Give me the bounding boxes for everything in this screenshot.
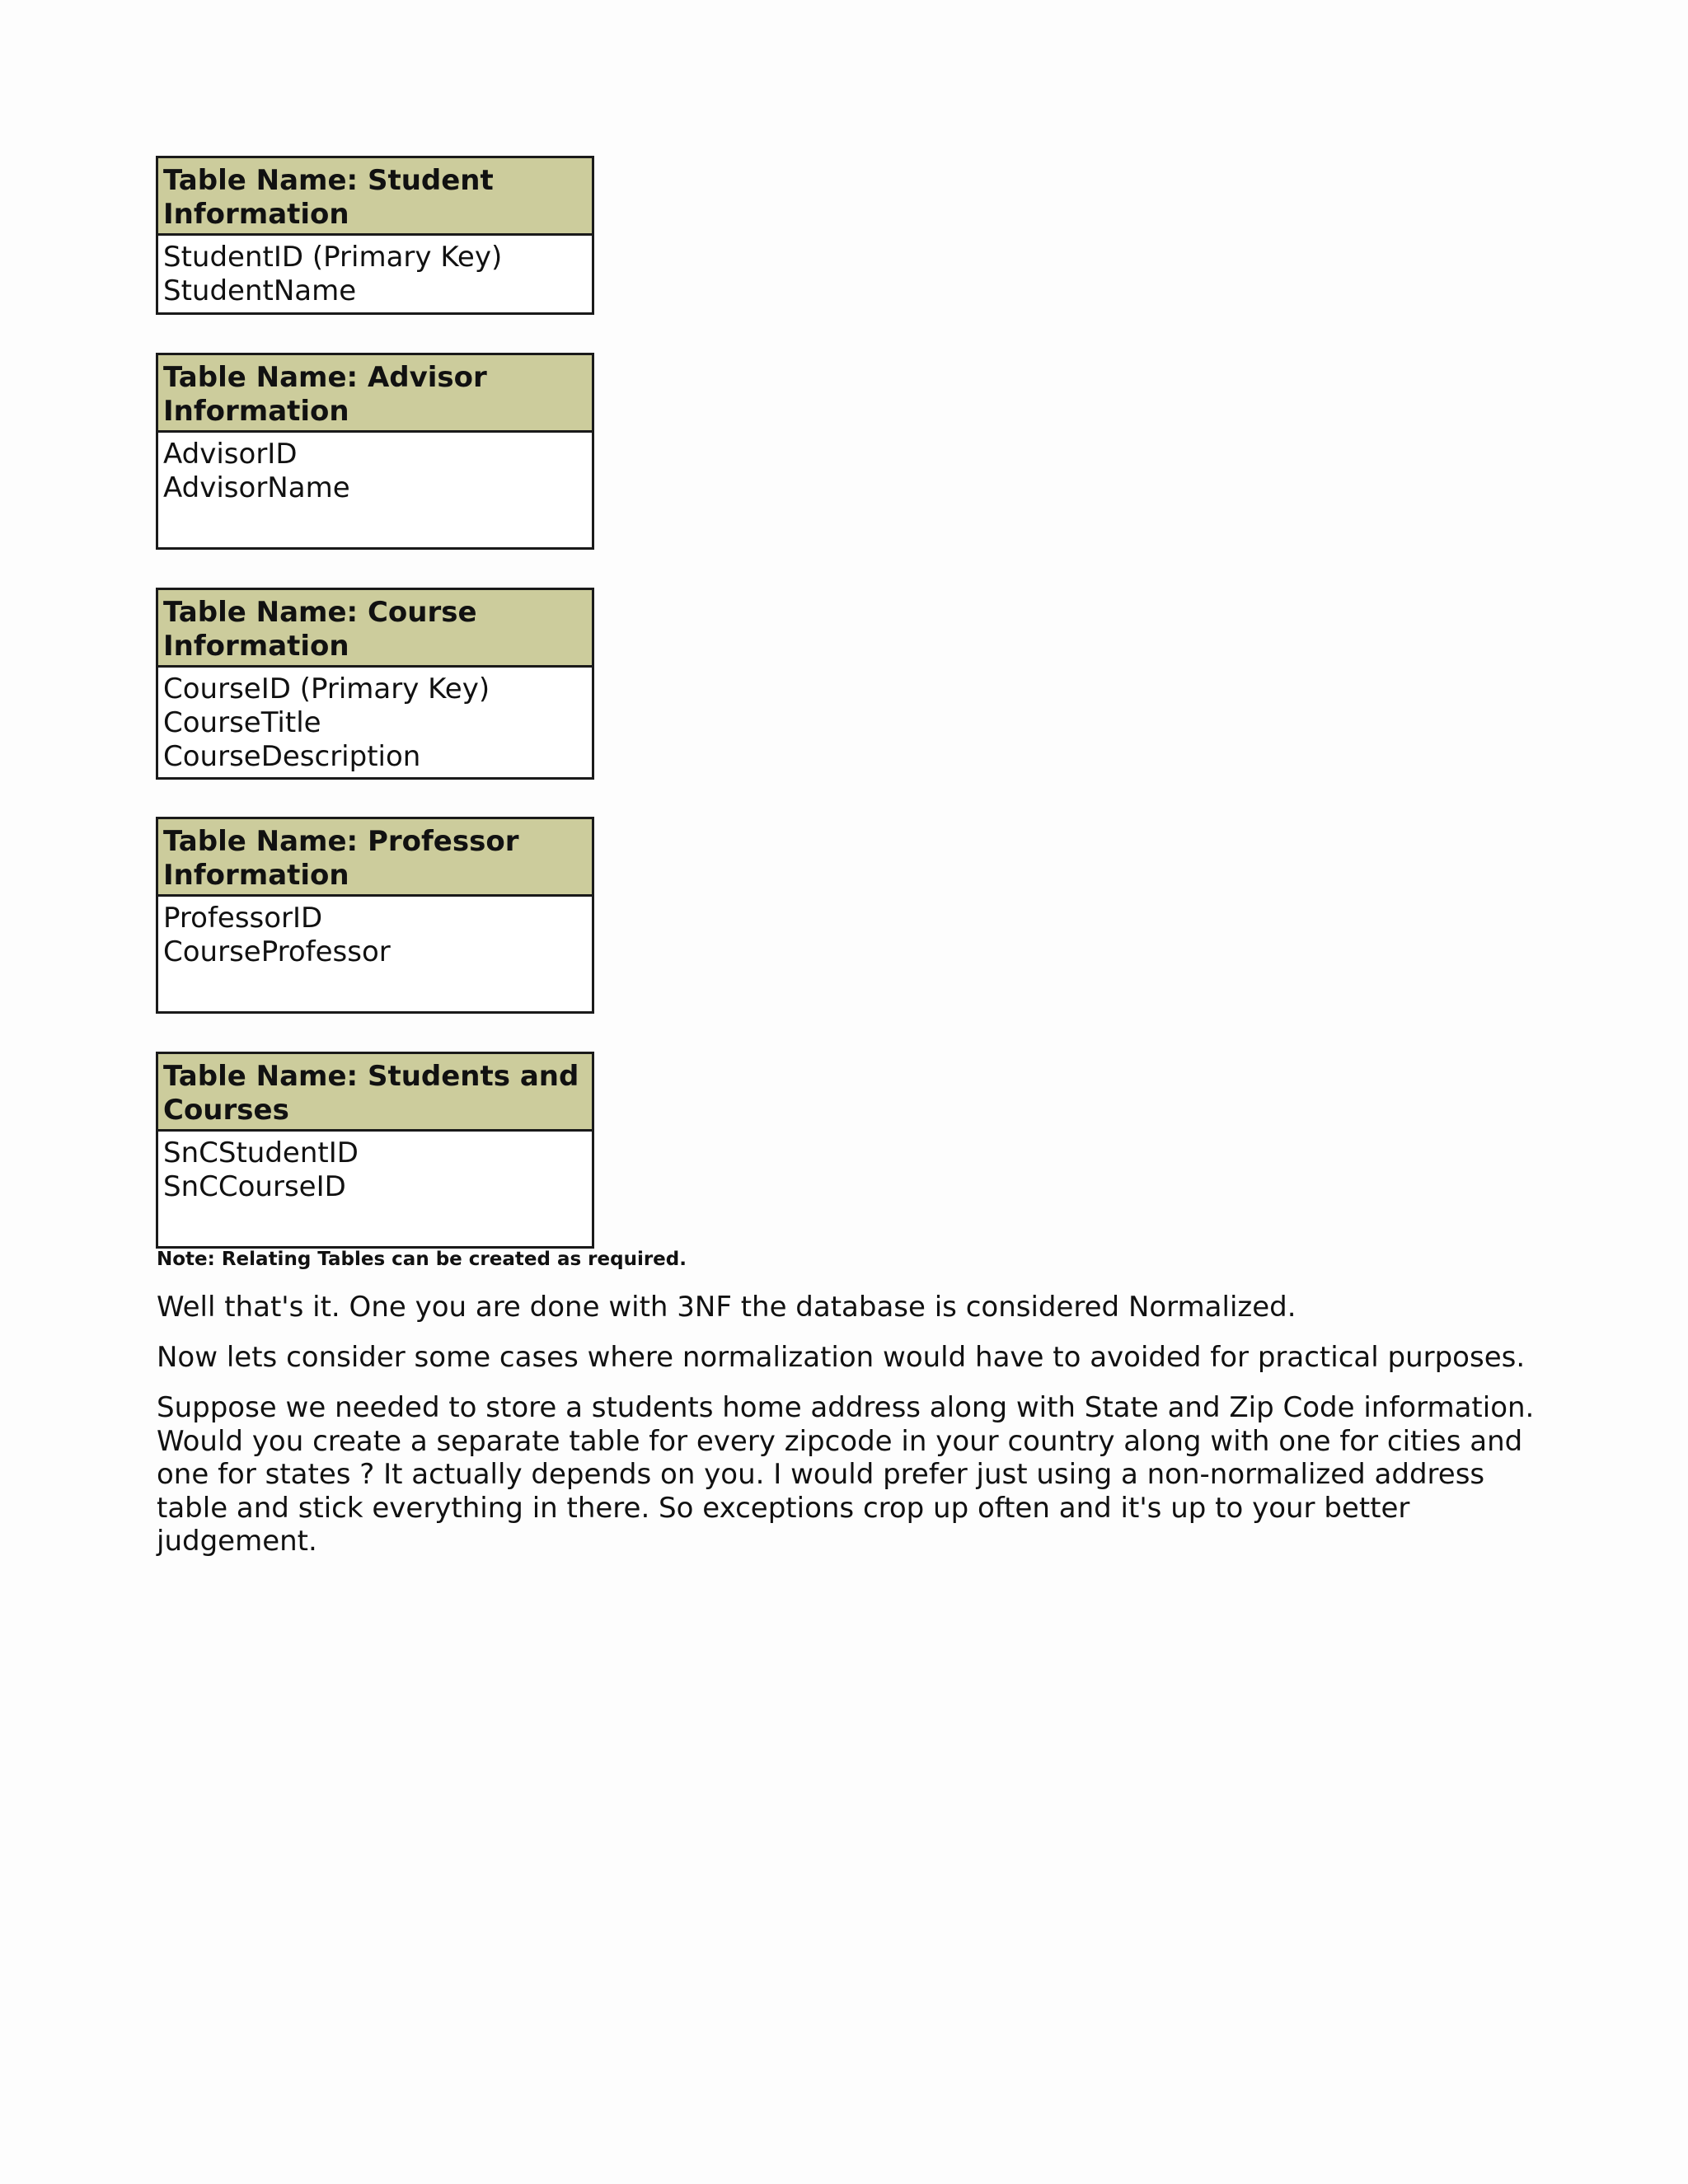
table-fields — [158, 433, 592, 505]
field-courseprofessor: CourseProfessor — [163, 935, 391, 968]
field-studentname: StudentName — [163, 274, 357, 307]
field-advisorname: AdvisorName — [163, 471, 350, 504]
paragraph-practical-purposes: Now lets consider some cases where normalization would have to avoided for practical purposes. — [157, 1341, 1526, 1374]
field-coursedescription: CourseDescription — [163, 740, 421, 773]
field-snccourseid: SnCCourseID — [163, 1170, 346, 1203]
field-coursetitle: CourseTitle — [163, 706, 321, 739]
table-title: Table Name: Student Information — [158, 158, 592, 236]
paragraph-normalized: Well that's it. One you are done with 3NF the database is considered Normalized. — [157, 1291, 1296, 1324]
table-professor-information — [156, 817, 594, 1014]
table-fields — [158, 236, 592, 308]
table-fields — [158, 897, 592, 969]
table-fields — [158, 668, 592, 774]
table-students-and-courses — [156, 1052, 594, 1249]
field-advisorid: AdvisorID — [163, 438, 298, 471]
table-advisor-information — [156, 353, 594, 550]
relating-tables-note: Note: Relating Tables can be created as required. — [157, 1249, 687, 1270]
field-courseid: CourseID (Primary Key) — [163, 673, 490, 705]
field-sncstudentid: SnCStudentID — [163, 1137, 359, 1169]
table-title: Table Name: Advisor Information — [158, 355, 592, 433]
table-title: Table Name: Professor Information — [158, 819, 592, 897]
table-student-information — [156, 156, 594, 315]
field-professorid: ProfessorID — [163, 902, 323, 935]
table-course-information — [156, 588, 594, 780]
table-title: Table Name: Course Information — [158, 590, 592, 668]
field-studentid: StudentID (Primary Key) — [163, 241, 503, 274]
paragraph-address-example: Suppose we needed to store a students home address along with State and Zip Code information. Would you create a separate table for every zipcode in your country along with one for cities and one for states ? It actually depends on you. I would prefer just using a non-normalized address table and stick everything in there. So exceptions crop up often and it's up to your better judgement. — [157, 1391, 1535, 1558]
table-title: Table Name: Students and Courses — [158, 1054, 592, 1132]
table-fields — [158, 1132, 592, 1204]
